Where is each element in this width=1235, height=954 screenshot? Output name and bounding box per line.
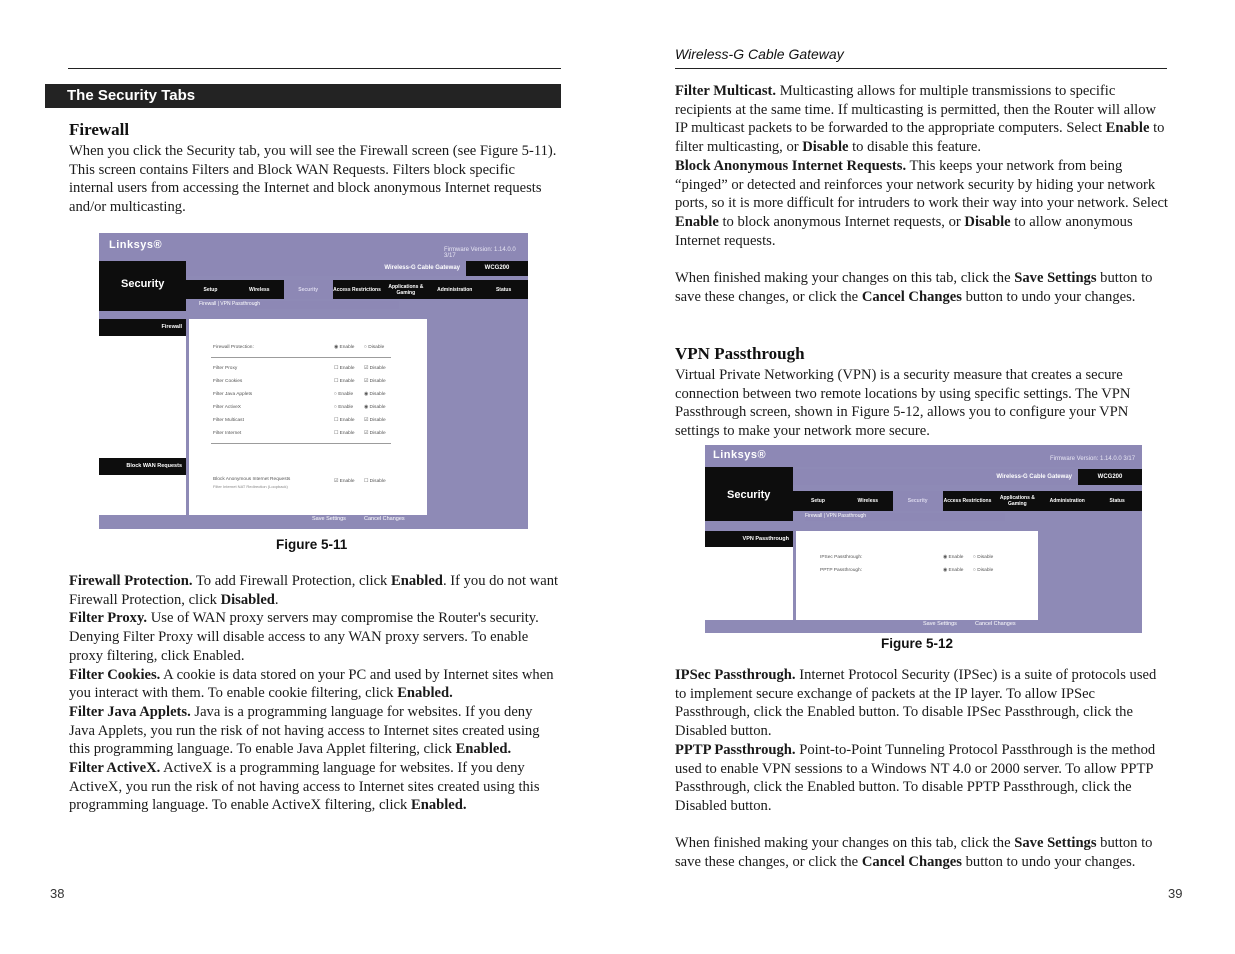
fig-content-area (796, 531, 1038, 620)
text: ActiveX is a programming language for websites. If you deny ActiveX, you run the risk of not having access to Internet sites created using this programming language. To enable ActiveX filtering, click (69, 760, 540, 814)
save-settings-button[interactable]: Save Settings (923, 621, 957, 627)
tab-applications-gaming[interactable]: Applications & Gaming (388, 283, 424, 296)
checkbox-label: Enable (339, 479, 355, 484)
checkbox-label: Enable (339, 418, 355, 423)
row-label: Filter Proxy (213, 366, 238, 371)
text: button to save these changes, or click the (675, 270, 1153, 305)
tab-setup[interactable]: Setup (810, 498, 825, 504)
radio-label: Disable (368, 345, 385, 350)
left-page (0, 0, 617, 954)
radio-enable[interactable]: ○ Enable (334, 392, 354, 397)
term: Enabled. (397, 685, 453, 702)
term: Disabled (220, 591, 275, 608)
figure-5-12-screenshot (705, 445, 1142, 633)
text: Multicasting allows for multiple transmissions to specific recipients at the same time. If multicasting is permitted, then the Router will allow IP multicast packets to be forwarded to the appropriate computers. Select (675, 83, 1157, 137)
divider (211, 443, 391, 444)
term: PPTP Passthrough. (675, 741, 796, 758)
checkbox-label: Enable (339, 366, 355, 371)
text: To add Firewall Protection, click (192, 573, 392, 589)
sub-tabs[interactable]: Firewall | VPN Passthrough (199, 301, 399, 309)
tab-setup[interactable]: Setup (203, 286, 218, 293)
text: . (274, 591, 279, 608)
text: Use of WAN proxy servers may compromise the Router's security. Denying Filter Proxy will disable access to any WAN proxy servers. To enable proxy filtering, click Enabled. (69, 610, 539, 664)
firewall-details (69, 572, 561, 815)
row-label: PPTP Passthrough: (820, 568, 863, 573)
tab-access-restrictions[interactable]: Access Restrictions (333, 286, 381, 293)
text: button to undo your changes. (961, 288, 1136, 305)
text: This keeps your network from being “pinged” or detected and reinforces your network security by hiding your network ports, so it is more difficult for intruders to work their way into your network. Select (675, 157, 1168, 212)
row-label: IPSec Passthrough: (820, 555, 863, 560)
row-label: Filter Internet (213, 431, 242, 436)
radio-disable[interactable]: ◉ Disable (364, 405, 386, 410)
checkbox-enable[interactable]: ☑ Enable (334, 479, 355, 484)
row-label: Filter ActiveX (213, 405, 241, 410)
checkbox-label: Enable (339, 431, 355, 436)
row-label: Block Anonymous Internet Requests (213, 477, 291, 482)
text: When finished making your changes on this tab, click the (675, 270, 1015, 286)
radio-label: Disable (977, 568, 994, 573)
term: Save Settings (1014, 835, 1097, 851)
cancel-changes-button[interactable]: Cancel Changes (364, 516, 405, 522)
radio-label: Enable (338, 405, 354, 410)
text: to allow anonymous Internet requests. (675, 213, 1133, 249)
figure-caption: Figure 5-12 (881, 636, 954, 651)
term: Filter Proxy. (69, 610, 148, 627)
vpn-intro: Virtual Private Networking (VPN) is a security measure that creates a secure connection between two remote locations by using specific settings. The VPN Passthrough screen, shown in Figure 5-12, allows you to configure your VPN settings to make your network more secure. (675, 367, 1131, 440)
term: Block Anonymous Internet Requests. (675, 157, 907, 174)
term: Disable (964, 213, 1011, 230)
radio-label: Enable (948, 555, 964, 560)
tab-status[interactable]: Status (495, 286, 512, 293)
sub-tabs[interactable]: Firewall | VPN Passthrough (805, 513, 1005, 521)
radio-disable[interactable]: ○ Disable (973, 555, 994, 560)
checkbox-label: Disable (369, 366, 386, 371)
text: Java is a programming language for websites. If you deny Java Applets, you run the risk of not having access to Internet sites created using this programming language. To enable Java Applet filtering, click (69, 703, 540, 758)
text: to disable this feature. (848, 139, 982, 156)
checkbox-enable[interactable]: ☐ Enable (334, 418, 355, 423)
radio-disable[interactable]: ○ Disable (364, 345, 385, 350)
row-label: Firewall Protection: (213, 345, 254, 350)
term: Disable (802, 139, 849, 156)
fig-content-area (189, 319, 427, 515)
save-settings-button[interactable]: Save Settings (312, 516, 346, 522)
fig-side-column (99, 319, 186, 515)
term: Filter Java Applets. (69, 703, 191, 720)
tab-security[interactable]: Security (284, 280, 333, 299)
radio-label: Disable (977, 555, 994, 560)
tab-applications-gaming[interactable]: Applications & Gaming (999, 495, 1035, 507)
tab-administration[interactable]: Administration (1049, 498, 1085, 504)
side-label-vpn: VPN Passthrough (705, 531, 793, 547)
tab-wireless[interactable]: Wireless (857, 498, 879, 504)
term: Save Settings (1014, 270, 1097, 286)
fig-right-column (1038, 531, 1142, 620)
text: to block anonymous Internet requests, or (718, 213, 965, 230)
tab-status[interactable]: Status (1109, 498, 1125, 504)
radio-label: Enable (339, 345, 355, 350)
product-name: Wireless-G Cable Gateway (793, 469, 1078, 485)
side-label-block-wan: Block WAN Requests (99, 458, 186, 475)
fig-right-column (427, 319, 528, 515)
radio-disable[interactable]: ○ Disable (973, 568, 994, 573)
tab-administration[interactable]: Administration (437, 286, 473, 293)
checkbox-disable[interactable]: ☑ Disable (364, 431, 386, 436)
checkbox-label: Disable (369, 431, 386, 436)
term: Cancel Changes (861, 853, 962, 870)
radio-enable[interactable]: ◉ Enable (943, 568, 964, 573)
text: button to undo your changes. (961, 853, 1136, 870)
radio-label: Disable (369, 405, 386, 410)
checkbox-disable[interactable]: ☑ Disable (364, 418, 386, 423)
firmware-version: Firmware Version: 1.14.0.0 3/17 (1050, 456, 1136, 462)
checkbox-enable[interactable]: ☐ Enable (334, 366, 355, 371)
text: Point-to-Point Tunneling Protocol Passthrough is the method used to enable VPN sessions to a Windows NT 4.0 or 2000 server. To allow PPTP Passthrough, click the Enabled button. To disable PPTP Passthrough, click the Disabled button. (675, 741, 1156, 814)
checkbox-label: Disable (369, 479, 386, 484)
tab-security[interactable]: Security (893, 491, 943, 511)
linksys-logo: Linksys® (713, 449, 767, 461)
page-number: 39 (1168, 886, 1183, 901)
radio-enable[interactable]: ○ Enable (334, 405, 354, 410)
model-number: WCG200 (466, 261, 528, 276)
text: When finished making your changes on this tab, click the (675, 835, 1015, 851)
term: Enabled. (410, 797, 467, 814)
text: A cookie is data stored on your PC and used by Internet sites when you interact with them. To enable cookie filtering, click (69, 666, 554, 702)
term: Filter Cookies. (69, 666, 161, 683)
top-rule (68, 68, 561, 69)
product-name: Wireless-G Cable Gateway (186, 261, 466, 276)
main-tabs (793, 491, 1142, 511)
firewall-heading: Firewall (69, 120, 130, 139)
section-label: Security (705, 467, 793, 521)
checkbox-enable[interactable]: ☐ Enable (334, 431, 355, 436)
term: Enabled. (455, 741, 512, 758)
model-number: WCG200 (1078, 469, 1142, 485)
text: to filter multicasting, or (675, 120, 1165, 156)
radio-label: Enable (948, 568, 964, 573)
section-title-bar: The Security Tabs (45, 84, 561, 108)
term: Firewall Protection. (69, 573, 193, 589)
passthrough-details (675, 666, 1169, 816)
checkbox-disable[interactable]: ☐ Disable (364, 479, 386, 484)
checkbox-label: Enable (339, 379, 355, 384)
fig-topbar (99, 233, 528, 261)
divider (211, 357, 391, 358)
checkbox-disable[interactable]: ☑ Disable (364, 366, 386, 371)
row-label: Filter Cookies (213, 379, 243, 384)
term: Filter Multicast. (675, 83, 777, 99)
radio-enable[interactable]: ◉ Enable (943, 555, 964, 560)
top-rule (675, 68, 1167, 69)
fig-topbar (705, 445, 1142, 467)
figure-caption: Figure 5-11 (276, 537, 348, 552)
row-label: Filter Java Applets (213, 392, 253, 397)
cancel-changes-button[interactable]: Cancel Changes (975, 621, 1016, 627)
finish-instructions (675, 269, 1169, 306)
text: . If you do not want Firewall Protection, click (69, 573, 559, 608)
page-number: 38 (50, 886, 65, 901)
term: IPSec Passthrough. (675, 667, 796, 683)
row-label: Filter Multicast (213, 418, 244, 423)
firmware-version: Firmware Version: 1.14.0.0 3/17 (444, 247, 516, 259)
checkbox-enable[interactable]: ☐ Enable (334, 379, 355, 384)
text: button to save these changes, or click the (675, 835, 1153, 870)
term: Enable (1105, 120, 1150, 137)
filter-details (675, 82, 1169, 250)
side-label-firewall: Firewall (99, 319, 186, 336)
vpn-heading: VPN Passthrough (675, 344, 805, 363)
checkbox-label: Disable (369, 418, 386, 423)
term: Filter ActiveX. (69, 760, 161, 777)
radio-disable[interactable]: ◉ Disable (364, 392, 386, 397)
radio-enable[interactable]: ◉ Enable (334, 345, 355, 350)
term: Cancel Changes (861, 288, 962, 305)
term: Enable (675, 213, 719, 230)
main-tabs (186, 280, 528, 299)
row-sublabel: Filter Internet NAT Redirection (Loopback) (213, 484, 288, 489)
firewall-intro: When you click the Security tab, you will see the Firewall screen (see Figure 5-11). This screen contains Filters and Block WAN Requests. Filters block specific internal users from accessing the Internet and block anonymous Internet requests and/or multicasting. (69, 143, 557, 216)
checkbox-disable[interactable]: ☑ Disable (364, 379, 386, 384)
finish-instructions-2 (675, 834, 1169, 871)
checkbox-label: Disable (369, 379, 386, 384)
radio-label: Disable (369, 392, 386, 397)
running-header: Wireless-G Cable Gateway (675, 46, 844, 62)
radio-label: Enable (338, 392, 354, 397)
term: Enabled (391, 573, 443, 589)
tab-access-restrictions[interactable]: Access Restrictions (943, 498, 992, 504)
figure-5-11-screenshot (99, 233, 528, 529)
section-label: Security (99, 261, 186, 311)
tab-wireless[interactable]: Wireless (249, 286, 270, 293)
linksys-logo: Linksys® (109, 239, 163, 251)
right-page (617, 0, 1235, 954)
text: Internet Protocol Security (IPSec) is a suite of protocols used to implement secure exchange of packets at the IP layer. To allow IPSec Passthrough, click the Enabled button. To disable IPSec Passthrough, click the Disabled button. (675, 667, 1157, 740)
